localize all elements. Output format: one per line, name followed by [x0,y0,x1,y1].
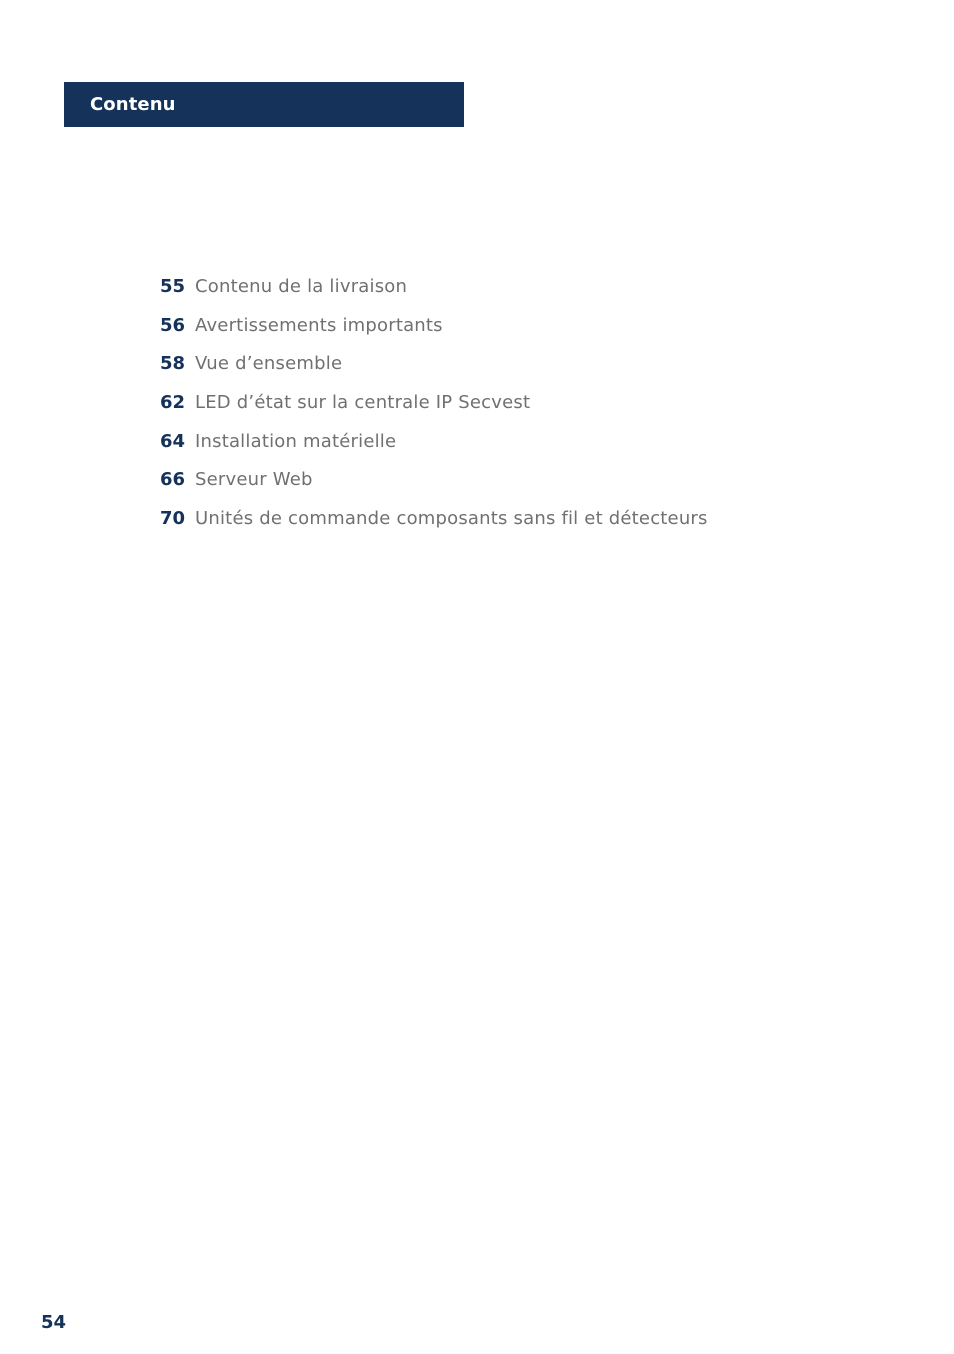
section-title: Contenu [90,94,176,115]
toc-page-number: 56 [159,314,185,336]
toc-entry[interactable] [130,500,770,539]
toc-entry[interactable] [130,345,770,384]
toc-entry[interactable] [130,307,770,346]
toc-entry-title: LED d’état sur la centrale IP Secvest [195,392,531,414]
toc-entry[interactable] [130,268,770,307]
toc-page-number: 66 [159,469,185,491]
toc-entry-title: Installation matérielle [195,430,397,452]
table-of-contents [130,268,770,539]
toc-entry-title: Unités de commande composants sans fil et détecteurs [195,508,708,530]
toc-page-number: 62 [159,392,185,414]
toc-entry[interactable] [130,461,770,500]
toc-entry[interactable] [130,423,770,462]
toc-page-number: 55 [159,276,185,297]
toc-page-number: 58 [159,353,185,375]
toc-entry-title: Vue d’ensemble [195,353,343,375]
page-number: 54 [41,1312,67,1333]
section-header-bar [64,82,464,127]
toc-page-number: 64 [159,430,185,452]
toc-page-number: 70 [159,508,185,530]
toc-entry-title: Serveur Web [195,469,313,491]
toc-entry[interactable] [130,384,770,423]
toc-entry-title: Avertissements importants [195,314,443,336]
toc-entry-title: Contenu de la livraison [195,276,408,297]
